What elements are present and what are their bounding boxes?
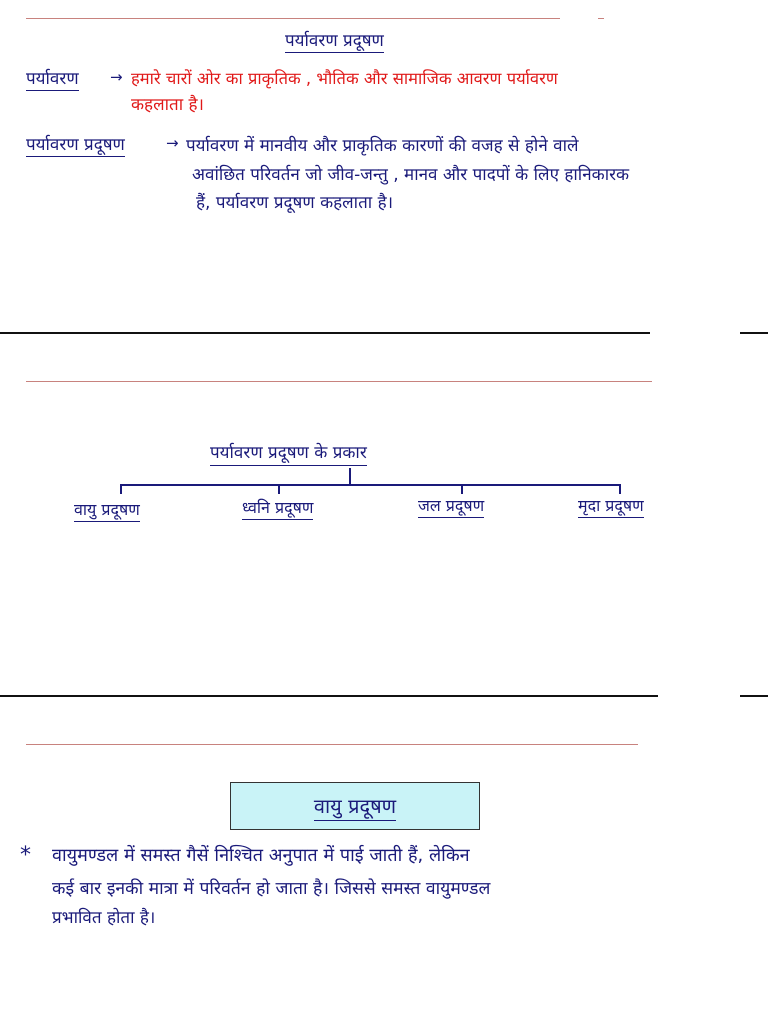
types-title: पर्यावरण प्रदूषण के प्रकार: [210, 440, 367, 466]
section2-red-rule: [26, 381, 652, 382]
section1-divider: [0, 332, 650, 334]
type-air: वायु प्रदूषण: [74, 498, 140, 522]
def1-line1: हमारे चारों ओर का प्राकृतिक , भौतिक और सामाजिक आवरण पर्यावरण: [131, 69, 558, 88]
type-noise: ध्वनि प्रदूषण: [242, 496, 313, 520]
section2-divider-tail: [740, 695, 768, 697]
def2-line3: हैं, पर्यावरण प्रदूषण कहलाता है।: [196, 193, 394, 213]
air-pollution-heading: वायु प्रदूषण: [314, 792, 396, 821]
section1-title: पर्यावरण प्रदूषण: [285, 28, 384, 53]
type-water: जल प्रदूषण: [418, 494, 484, 518]
def1-arrow: →: [110, 68, 123, 86]
tree-drop-4: [619, 484, 621, 494]
section3-red-rule: [26, 744, 638, 745]
tree-bar: [120, 484, 620, 486]
bullet-star: *: [20, 843, 31, 868]
type-soil: मृदा प्रदूषण: [578, 494, 644, 518]
def2-arrow: →: [166, 134, 179, 152]
def1-term: पर्यावरण: [26, 66, 79, 91]
def2-term: पर्यावरण प्रदूषण: [26, 132, 125, 157]
def1-line2: कहलाता है।: [131, 95, 204, 115]
top-red-rule: [26, 18, 560, 19]
tree-drop-2: [278, 484, 280, 494]
tree-stem: [349, 468, 351, 484]
def2-line2: अवांछित परिवर्तन जो जीव-जन्तु , मानव और पादपों के लिए हानिकारक: [192, 165, 630, 185]
section1-divider-tail: [740, 332, 768, 334]
air-pollution-heading-box: [230, 782, 480, 830]
air-line2: कई बार इनकी मात्रा में परिवर्तन हो जाता है। जिससे समस्त वायुमण्डल: [52, 879, 491, 899]
tree-drop-1: [120, 484, 122, 494]
air-line1: वायुमण्डल में समस्त गैसें निश्चित अनुपात में पाई जाती हैं, लेकिन: [52, 845, 470, 866]
top-red-rule-tick: [598, 18, 604, 19]
tree-drop-3: [461, 484, 463, 494]
def2-line1: पर्यावरण में मानवीय और प्राकृतिक कारणों की वजह से होने वाले: [186, 136, 579, 156]
air-line3: प्रभावित होता है।: [52, 908, 156, 928]
section2-divider: [0, 695, 658, 697]
